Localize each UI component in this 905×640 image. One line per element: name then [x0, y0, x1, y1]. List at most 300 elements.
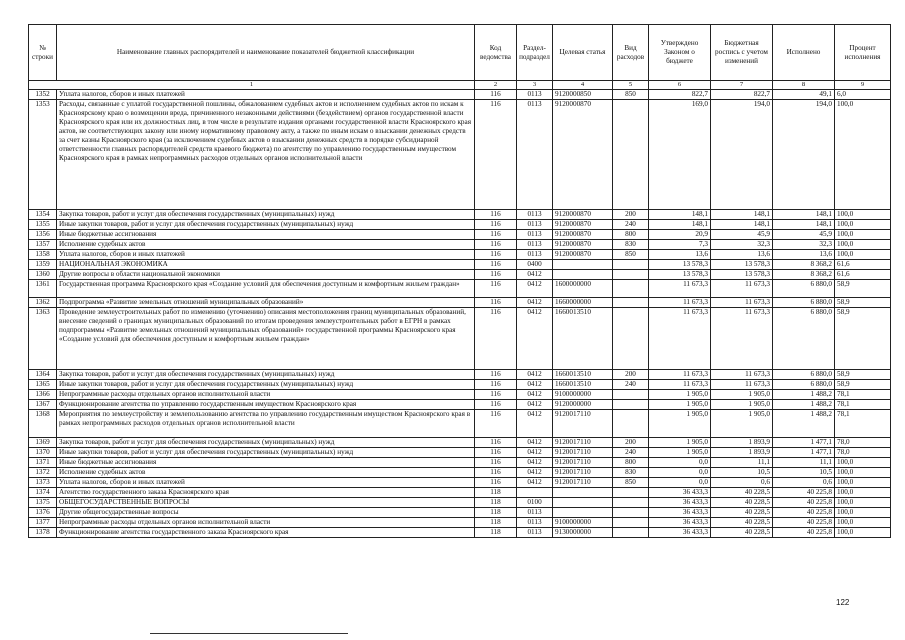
percent-cell: 100,0	[835, 240, 891, 250]
approved-cell: 11 673,3	[649, 298, 711, 308]
row-name-cell: Мероприятия по землеустройству и землепользованию агентства по управлению государственным имуществом Красноярского края в рамках непрограммных расходов отдельных органов исполнительной власти	[57, 410, 475, 438]
table-row	[29, 498, 891, 508]
expense-type-cell	[613, 508, 649, 518]
header-expense-type: Вид расходов	[613, 25, 649, 81]
budget-list-cell: 1 893,9	[711, 448, 773, 458]
approved-cell: 169,0	[649, 100, 711, 210]
expense-type-cell	[613, 270, 649, 280]
expense-type-cell: 850	[613, 90, 649, 100]
page-number: 122	[836, 598, 850, 607]
column-number: 2	[475, 81, 517, 90]
budget-list-cell: 11 673,3	[711, 370, 773, 380]
row-number-cell: 1374	[29, 488, 57, 498]
section-cell: 0412	[517, 270, 553, 280]
row-name-cell: Непрограммные расходы отдельных органов исполнительной власти	[57, 390, 475, 400]
table-row	[29, 308, 891, 370]
target-cell: 9120000870	[553, 230, 613, 240]
executed-cell: 8 368,2	[773, 260, 835, 270]
approved-cell: 13,6	[649, 250, 711, 260]
dept-code-cell: 116	[475, 250, 517, 260]
table-row	[29, 210, 891, 220]
column-number: 3	[517, 81, 553, 90]
row-number-cell: 1378	[29, 528, 57, 538]
section-cell: 0100	[517, 498, 553, 508]
dept-code-cell: 116	[475, 100, 517, 210]
percent-cell: 100,0	[835, 458, 891, 468]
header-dept-code: Код ведомства	[475, 25, 517, 81]
percent-cell: 78,1	[835, 390, 891, 400]
target-cell: 9120017110	[553, 468, 613, 478]
expense-type-cell: 800	[613, 230, 649, 240]
table-body	[29, 90, 891, 538]
budget-list-cell: 40 228,5	[711, 518, 773, 528]
section-cell: 0113	[517, 250, 553, 260]
approved-cell: 148,1	[649, 210, 711, 220]
percent-cell: 58,9	[835, 308, 891, 370]
section-cell: 0113	[517, 220, 553, 230]
row-number-cell: 1373	[29, 478, 57, 488]
row-name-cell: Другие вопросы в области национальной экономики	[57, 270, 475, 280]
approved-cell: 1 905,0	[649, 410, 711, 438]
section-cell: 0113	[517, 240, 553, 250]
table-row	[29, 298, 891, 308]
row-number-cell: 1366	[29, 390, 57, 400]
row-number-cell: 1369	[29, 438, 57, 448]
dept-code-cell: 116	[475, 210, 517, 220]
table-row	[29, 528, 891, 538]
dept-code-cell: 116	[475, 260, 517, 270]
percent-cell: 58,9	[835, 370, 891, 380]
column-number: 7	[711, 81, 773, 90]
row-name-cell: Непрограммные расходы отдельных органов исполнительной власти	[57, 518, 475, 528]
executed-cell: 0,6	[773, 478, 835, 488]
section-cell: 0412	[517, 478, 553, 488]
budget-list-cell: 11 673,3	[711, 380, 773, 390]
table-row	[29, 90, 891, 100]
table-row	[29, 468, 891, 478]
percent-cell: 58,9	[835, 298, 891, 308]
expense-type-cell: 240	[613, 448, 649, 458]
target-cell	[553, 498, 613, 508]
row-number-cell: 1356	[29, 230, 57, 240]
expense-type-cell: 240	[613, 220, 649, 230]
dept-code-cell: 116	[475, 380, 517, 390]
dept-code-cell: 116	[475, 410, 517, 438]
section-cell: 0113	[517, 528, 553, 538]
expense-type-cell	[613, 400, 649, 410]
column-number-row	[29, 81, 891, 90]
target-cell: 9120000850	[553, 90, 613, 100]
percent-cell: 78,1	[835, 400, 891, 410]
budget-list-cell: 1 905,0	[711, 400, 773, 410]
dept-code-cell: 118	[475, 528, 517, 538]
budget-list-cell: 10,5	[711, 468, 773, 478]
expense-type-cell	[613, 488, 649, 498]
row-name-cell: Уплата налогов, сборов и иных платежей	[57, 478, 475, 488]
budget-list-cell: 11 673,3	[711, 280, 773, 298]
approved-cell: 0,0	[649, 458, 711, 468]
executed-cell: 6 880,0	[773, 298, 835, 308]
approved-cell: 36 433,3	[649, 518, 711, 528]
executed-cell: 6 880,0	[773, 308, 835, 370]
executed-cell: 40 225,8	[773, 498, 835, 508]
row-name-cell: Исполнение судебных актов	[57, 240, 475, 250]
row-name-cell: НАЦИОНАЛЬНАЯ ЭКОНОМИКА	[57, 260, 475, 270]
target-cell: 9120017110	[553, 410, 613, 438]
budget-list-cell: 40 228,5	[711, 498, 773, 508]
table-row	[29, 380, 891, 390]
section-cell: 0412	[517, 458, 553, 468]
target-cell: 9100000000	[553, 518, 613, 528]
row-number-cell: 1367	[29, 400, 57, 410]
row-number-cell: 1368	[29, 410, 57, 438]
row-number-cell: 1352	[29, 90, 57, 100]
row-name-cell: Государственная программа Красноярского края «Создание условий для обеспечения доступным и комфортным жильем граждан»	[57, 280, 475, 298]
section-cell: 0412	[517, 438, 553, 448]
approved-cell: 11 673,3	[649, 308, 711, 370]
executed-cell: 148,1	[773, 210, 835, 220]
row-name-cell: Закупка товаров, работ и услуг для обеспечения государственных (муниципальных) нужд	[57, 370, 475, 380]
table-row	[29, 390, 891, 400]
section-cell: 0113	[517, 518, 553, 528]
percent-cell: 100,0	[835, 528, 891, 538]
percent-cell: 100,0	[835, 220, 891, 230]
approved-cell: 13 578,3	[649, 260, 711, 270]
executed-cell: 40 225,8	[773, 528, 835, 538]
percent-cell: 100,0	[835, 468, 891, 478]
executed-cell: 1 477,1	[773, 448, 835, 458]
executed-cell: 6 880,0	[773, 380, 835, 390]
expense-type-cell	[613, 498, 649, 508]
budget-execution-table	[28, 24, 891, 538]
budget-list-cell: 40 228,5	[711, 488, 773, 498]
target-cell: 9100000000	[553, 390, 613, 400]
percent-cell: 100,0	[835, 498, 891, 508]
expense-type-cell	[613, 308, 649, 370]
expense-type-cell: 240	[613, 380, 649, 390]
section-cell: 0412	[517, 370, 553, 380]
table-row	[29, 488, 891, 498]
row-number-cell: 1365	[29, 380, 57, 390]
dept-code-cell: 116	[475, 448, 517, 458]
row-name-cell: Функционирование агентства по управлению государственным имуществом Красноярского края	[57, 400, 475, 410]
budget-list-cell: 1 905,0	[711, 410, 773, 438]
header-section: Раздел-подраздел	[517, 25, 553, 81]
header-percent: Процент исполнения	[835, 25, 891, 81]
percent-cell: 78,1	[835, 410, 891, 438]
expense-type-cell	[613, 260, 649, 270]
executed-cell: 1 488,2	[773, 400, 835, 410]
row-name-cell: Другие общегосударственные вопросы	[57, 508, 475, 518]
approved-cell: 11 673,3	[649, 370, 711, 380]
table-row	[29, 478, 891, 488]
target-cell: 1660013510	[553, 380, 613, 390]
percent-cell: 100,0	[835, 250, 891, 260]
dept-code-cell: 116	[475, 308, 517, 370]
expense-type-cell	[613, 410, 649, 438]
dept-code-cell: 118	[475, 498, 517, 508]
header-target: Целевая статья	[553, 25, 613, 81]
target-cell	[553, 270, 613, 280]
row-name-cell: Уплата налогов, сборов и иных платежей	[57, 250, 475, 260]
row-name-cell: Подпрограмма «Развитие земельных отношений муниципальных образований»	[57, 298, 475, 308]
dept-code-cell: 116	[475, 90, 517, 100]
target-cell: 9120000870	[553, 100, 613, 210]
percent-cell: 61,6	[835, 260, 891, 270]
table-row	[29, 458, 891, 468]
table-row	[29, 240, 891, 250]
percent-cell: 58,9	[835, 280, 891, 298]
percent-cell: 61,6	[835, 270, 891, 280]
approved-cell: 11 673,3	[649, 280, 711, 298]
row-number-cell: 1363	[29, 308, 57, 370]
row-number-cell: 1362	[29, 298, 57, 308]
section-cell: 0412	[517, 448, 553, 458]
approved-cell: 36 433,3	[649, 508, 711, 518]
budget-list-cell: 32,3	[711, 240, 773, 250]
section-cell: 0412	[517, 380, 553, 390]
section-cell: 0400	[517, 260, 553, 270]
target-cell: 9120000870	[553, 250, 613, 260]
budget-list-cell: 822,7	[711, 90, 773, 100]
row-number-cell: 1361	[29, 280, 57, 298]
table-row	[29, 250, 891, 260]
executed-cell: 40 225,8	[773, 488, 835, 498]
dept-code-cell: 116	[475, 298, 517, 308]
column-number: 1	[29, 81, 475, 90]
row-name-cell: Иные закупки товаров, работ и услуг для обеспечения государственных (муниципальных) нужд	[57, 220, 475, 230]
section-cell: 0412	[517, 280, 553, 298]
table-row	[29, 100, 891, 210]
expense-type-cell: 830	[613, 240, 649, 250]
section-cell	[517, 488, 553, 498]
approved-cell: 0,0	[649, 468, 711, 478]
executed-cell: 194,0	[773, 100, 835, 210]
expense-type-cell: 200	[613, 210, 649, 220]
approved-cell: 0,0	[649, 478, 711, 488]
row-number-cell: 1370	[29, 448, 57, 458]
target-cell: 1600000000	[553, 280, 613, 298]
budget-list-cell: 13,6	[711, 250, 773, 260]
budget-list-cell: 11 673,3	[711, 298, 773, 308]
dept-code-cell: 116	[475, 390, 517, 400]
table-row	[29, 270, 891, 280]
percent-cell: 100,0	[835, 488, 891, 498]
section-cell: 0412	[517, 468, 553, 478]
budget-list-cell: 148,1	[711, 220, 773, 230]
row-name-cell: Иные закупки товаров, работ и услуг для обеспечения государственных (муниципальных) нужд	[57, 380, 475, 390]
expense-type-cell: 200	[613, 370, 649, 380]
target-cell: 9120017110	[553, 448, 613, 458]
target-cell: 9120017110	[553, 438, 613, 448]
table-row	[29, 280, 891, 298]
row-number-cell: 1360	[29, 270, 57, 280]
row-name-cell: Агентство государственного заказа Красноярского края	[57, 488, 475, 498]
budget-list-cell: 1 905,0	[711, 390, 773, 400]
target-cell: 9120000000	[553, 400, 613, 410]
executed-cell: 11,1	[773, 458, 835, 468]
executed-cell: 1 488,2	[773, 410, 835, 438]
row-number-cell: 1358	[29, 250, 57, 260]
expense-type-cell: 830	[613, 468, 649, 478]
row-name-cell: Уплата налогов, сборов и иных платежей	[57, 90, 475, 100]
section-cell: 0113	[517, 210, 553, 220]
percent-cell: 100,0	[835, 230, 891, 240]
column-number: 8	[773, 81, 835, 90]
table-row	[29, 400, 891, 410]
row-number-cell: 1376	[29, 508, 57, 518]
expense-type-cell: 800	[613, 458, 649, 468]
expense-type-cell	[613, 100, 649, 210]
row-name-cell: ОБЩЕГОСУДАРСТВЕННЫЕ ВОПРОСЫ	[57, 498, 475, 508]
dept-code-cell: 116	[475, 458, 517, 468]
column-number: 4	[553, 81, 613, 90]
expense-type-cell	[613, 528, 649, 538]
dept-code-cell: 118	[475, 518, 517, 528]
budget-list-cell: 11 673,3	[711, 308, 773, 370]
header-row-no: № строки	[29, 25, 57, 81]
row-number-cell: 1375	[29, 498, 57, 508]
executed-cell: 6 880,0	[773, 280, 835, 298]
dept-code-cell: 116	[475, 280, 517, 298]
percent-cell: 58,9	[835, 380, 891, 390]
table-row	[29, 230, 891, 240]
header-budget-list: Бюджетная роспись с учетом изменений	[711, 25, 773, 81]
expense-type-cell	[613, 280, 649, 298]
expense-type-cell: 200	[613, 438, 649, 448]
target-cell: 9120000870	[553, 220, 613, 230]
row-name-cell: Иные закупки товаров, работ и услуг для обеспечения государственных (муниципальных) нужд	[57, 448, 475, 458]
target-cell	[553, 488, 613, 498]
percent-cell: 78,0	[835, 438, 891, 448]
approved-cell: 1 905,0	[649, 448, 711, 458]
budget-list-cell: 45,9	[711, 230, 773, 240]
budget-list-cell: 40 228,5	[711, 528, 773, 538]
row-name-cell: Иные бюджетные ассигнования	[57, 458, 475, 468]
executed-cell: 6 880,0	[773, 370, 835, 380]
table-row	[29, 220, 891, 230]
target-cell: 9120000870	[553, 240, 613, 250]
dept-code-cell: 116	[475, 400, 517, 410]
row-number-cell: 1371	[29, 458, 57, 468]
expense-type-cell: 850	[613, 478, 649, 488]
dept-code-cell: 116	[475, 220, 517, 230]
percent-cell: 100,0	[835, 210, 891, 220]
approved-cell: 36 433,3	[649, 528, 711, 538]
dept-code-cell: 118	[475, 508, 517, 518]
row-number-cell: 1353	[29, 100, 57, 210]
executed-cell: 13,6	[773, 250, 835, 260]
percent-cell: 100,0	[835, 100, 891, 210]
row-number-cell: 1354	[29, 210, 57, 220]
dept-code-cell: 116	[475, 230, 517, 240]
row-number-cell: 1364	[29, 370, 57, 380]
percent-cell: 6,0	[835, 90, 891, 100]
approved-cell: 13 578,3	[649, 270, 711, 280]
executed-cell: 8 368,2	[773, 270, 835, 280]
table-row	[29, 260, 891, 270]
expense-type-cell	[613, 390, 649, 400]
row-name-cell: Закупка товаров, работ и услуг для обеспечения государственных (муниципальных) нужд	[57, 438, 475, 448]
row-name-cell: Закупка товаров, работ и услуг для обеспечения государственных (муниципальных) нужд	[57, 210, 475, 220]
dept-code-cell: 116	[475, 478, 517, 488]
table-row	[29, 448, 891, 458]
column-number: 6	[649, 81, 711, 90]
header-executed: Исполнено	[773, 25, 835, 81]
budget-list-cell: 148,1	[711, 210, 773, 220]
target-cell: 1660000000	[553, 298, 613, 308]
executed-cell: 40 225,8	[773, 518, 835, 528]
section-cell: 0113	[517, 508, 553, 518]
budget-list-cell: 40 228,5	[711, 508, 773, 518]
target-cell: 9120017110	[553, 478, 613, 488]
approved-cell: 148,1	[649, 220, 711, 230]
column-number: 5	[613, 81, 649, 90]
approved-cell: 36 433,3	[649, 488, 711, 498]
percent-cell: 78,0	[835, 448, 891, 458]
section-cell: 0412	[517, 298, 553, 308]
row-name-cell: Исполнение судебных актов	[57, 468, 475, 478]
dept-code-cell: 118	[475, 488, 517, 498]
section-cell: 0113	[517, 230, 553, 240]
row-name-cell: Иные бюджетные ассигнования	[57, 230, 475, 240]
column-number: 9	[835, 81, 891, 90]
section-cell: 0113	[517, 100, 553, 210]
approved-cell: 20,9	[649, 230, 711, 240]
target-cell: 9120017110	[553, 458, 613, 468]
approved-cell: 11 673,3	[649, 380, 711, 390]
row-number-cell: 1359	[29, 260, 57, 270]
executed-cell: 49,1	[773, 90, 835, 100]
executed-cell: 10,5	[773, 468, 835, 478]
dept-code-cell: 116	[475, 270, 517, 280]
table-row	[29, 508, 891, 518]
section-cell: 0412	[517, 308, 553, 370]
section-cell: 0412	[517, 390, 553, 400]
row-name-cell: Функционирование агентства государственного заказа Красноярского края	[57, 528, 475, 538]
section-cell: 0412	[517, 400, 553, 410]
percent-cell: 100,0	[835, 518, 891, 528]
budget-list-cell: 13 578,3	[711, 270, 773, 280]
table-row	[29, 438, 891, 448]
row-number-cell: 1372	[29, 468, 57, 478]
percent-cell: 100,0	[835, 478, 891, 488]
executed-cell: 45,9	[773, 230, 835, 240]
approved-cell: 1 905,0	[649, 438, 711, 448]
dept-code-cell: 116	[475, 438, 517, 448]
expense-type-cell	[613, 518, 649, 528]
expense-type-cell	[613, 298, 649, 308]
header-name: Наименование главных распорядителей и наименование показателей бюджетной классификации	[57, 25, 475, 81]
target-cell: 9130000000	[553, 528, 613, 538]
dept-code-cell: 116	[475, 370, 517, 380]
budget-list-cell: 11,1	[711, 458, 773, 468]
section-cell: 0113	[517, 90, 553, 100]
row-name-cell: Проведение землеустроительных работ по изменению (уточнению) описания местоположения границ муниципальных образований, внесение сведений о границах муниципальных образований по итогам проведения землеустроительных работ в ЕГРН в рамках подпрограммы «Развитие земельных отношений муниципальных образований» государственной программы Красноярского края «Создание условий для обеспечения доступным и комфортным жильем граждан»	[57, 308, 475, 370]
target-cell: 9120000870	[553, 210, 613, 220]
section-cell: 0412	[517, 410, 553, 438]
budget-list-cell: 0,6	[711, 478, 773, 488]
executed-cell: 1 477,1	[773, 438, 835, 448]
target-cell	[553, 508, 613, 518]
table-row	[29, 410, 891, 438]
budget-list-cell: 194,0	[711, 100, 773, 210]
percent-cell: 100,0	[835, 508, 891, 518]
dept-code-cell: 116	[475, 468, 517, 478]
budget-list-cell: 13 578,3	[711, 260, 773, 270]
approved-cell: 36 433,3	[649, 498, 711, 508]
target-cell: 1660013510	[553, 370, 613, 380]
